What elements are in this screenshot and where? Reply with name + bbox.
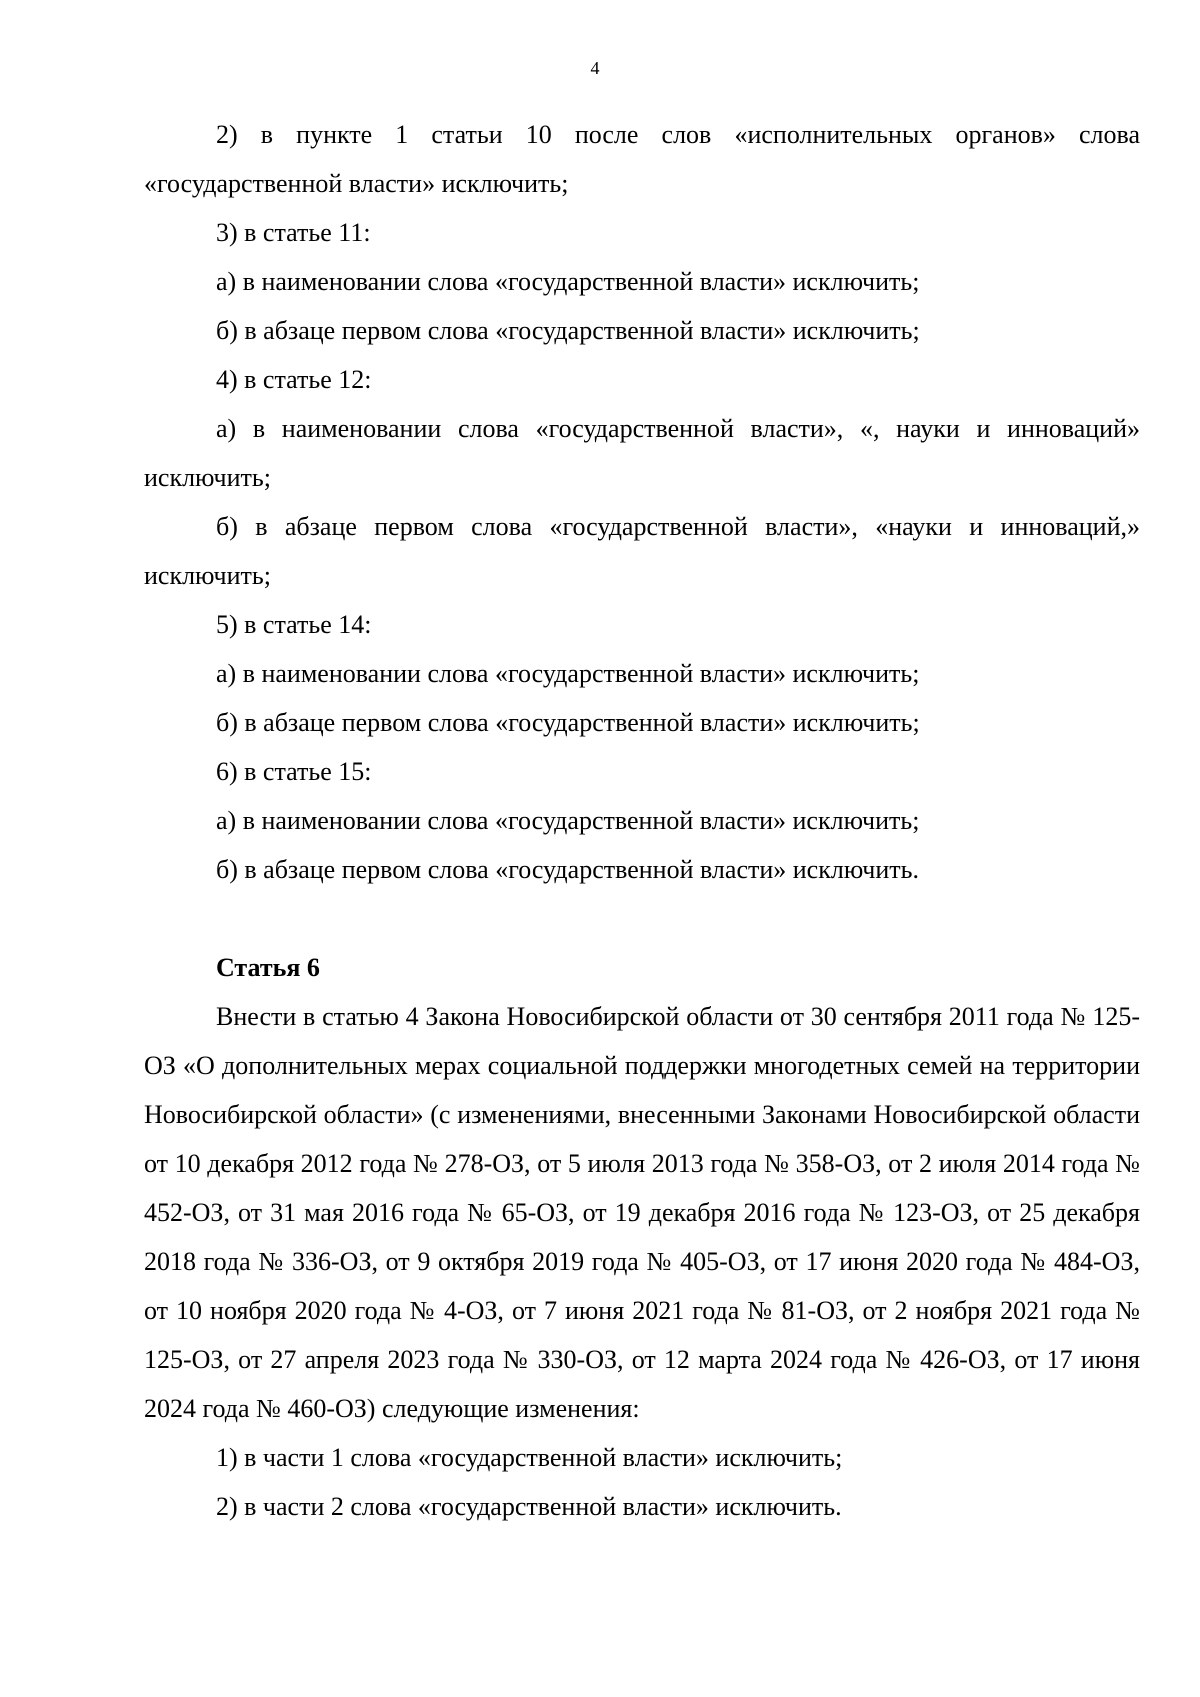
paragraph: б) в абзаце первом слова «государственной власти» исключить; xyxy=(216,708,920,737)
paragraph: 5) в статье 14: xyxy=(216,610,372,639)
article-intro: Внести в статью 4 Закона Новосибирской области от 30 сентября 2011 года № 125-ОЗ «О дополнительных мерах социальной поддержки многодетных семей на территории Новосибирской области» (с изменениями, внесенными Законами Новосибирской области от 10 декабря 2012 года № 278-ОЗ, от 5 июля 2013 года № 358-ОЗ, от 2 июля 2014 года № 452-ОЗ, от 31 мая 2016 года № 65-ОЗ, от 19 декабря 2016 года № 123-ОЗ, от 25 декабря 2018 года № 336-ОЗ, от 9 октября 2019 года № 405-ОЗ, от 17 июня 2020 года № 484-ОЗ, от 10 ноября 2020 года № 4-ОЗ, от 7 июня 2021 года № 81-ОЗ, от 2 ноября 2021 года № 125-ОЗ, от 27 апреля 2023 года № 330-ОЗ, от 12 марта 2024 года № 426-ОЗ, от 17 июня 2024 года № 460-ОЗ) следующие изменения: xyxy=(144,1002,1140,1423)
article-item: 2) в части 2 слова «государственной власти» исключить. xyxy=(216,1492,842,1521)
article-heading: Статья 6 xyxy=(216,953,320,982)
paragraph: а) в наименовании слова «государственной власти» исключить; xyxy=(216,659,920,688)
paragraph: б) в абзаце первом слова «государственной власти», «науки и инноваций,» исключить; xyxy=(144,512,1140,590)
paragraph: 3) в статье 11: xyxy=(216,218,371,247)
paragraph: 2) в пункте 1 статьи 10 после слов «исполнительных органов» слова «государственной власти» исключить; xyxy=(144,120,1140,198)
paragraph: б) в абзаце первом слова «государственной власти» исключить. xyxy=(216,855,919,884)
paragraph: б) в абзаце первом слова «государственной власти» исключить; xyxy=(216,316,920,345)
article-item: 1) в части 1 слова «государственной власти» исключить; xyxy=(216,1443,843,1472)
paragraph: 4) в статье 12: xyxy=(216,365,372,394)
page-number: 4 xyxy=(590,58,600,78)
paragraph: 6) в статье 15: xyxy=(216,757,372,786)
document-body xyxy=(144,110,1140,1531)
paragraph: а) в наименовании слова «государственной власти» исключить; xyxy=(216,267,920,296)
paragraph: а) в наименовании слова «государственной власти» исключить; xyxy=(216,806,920,835)
paragraph: а) в наименовании слова «государственной власти», «, науки и инноваций» исключить; xyxy=(144,414,1140,492)
